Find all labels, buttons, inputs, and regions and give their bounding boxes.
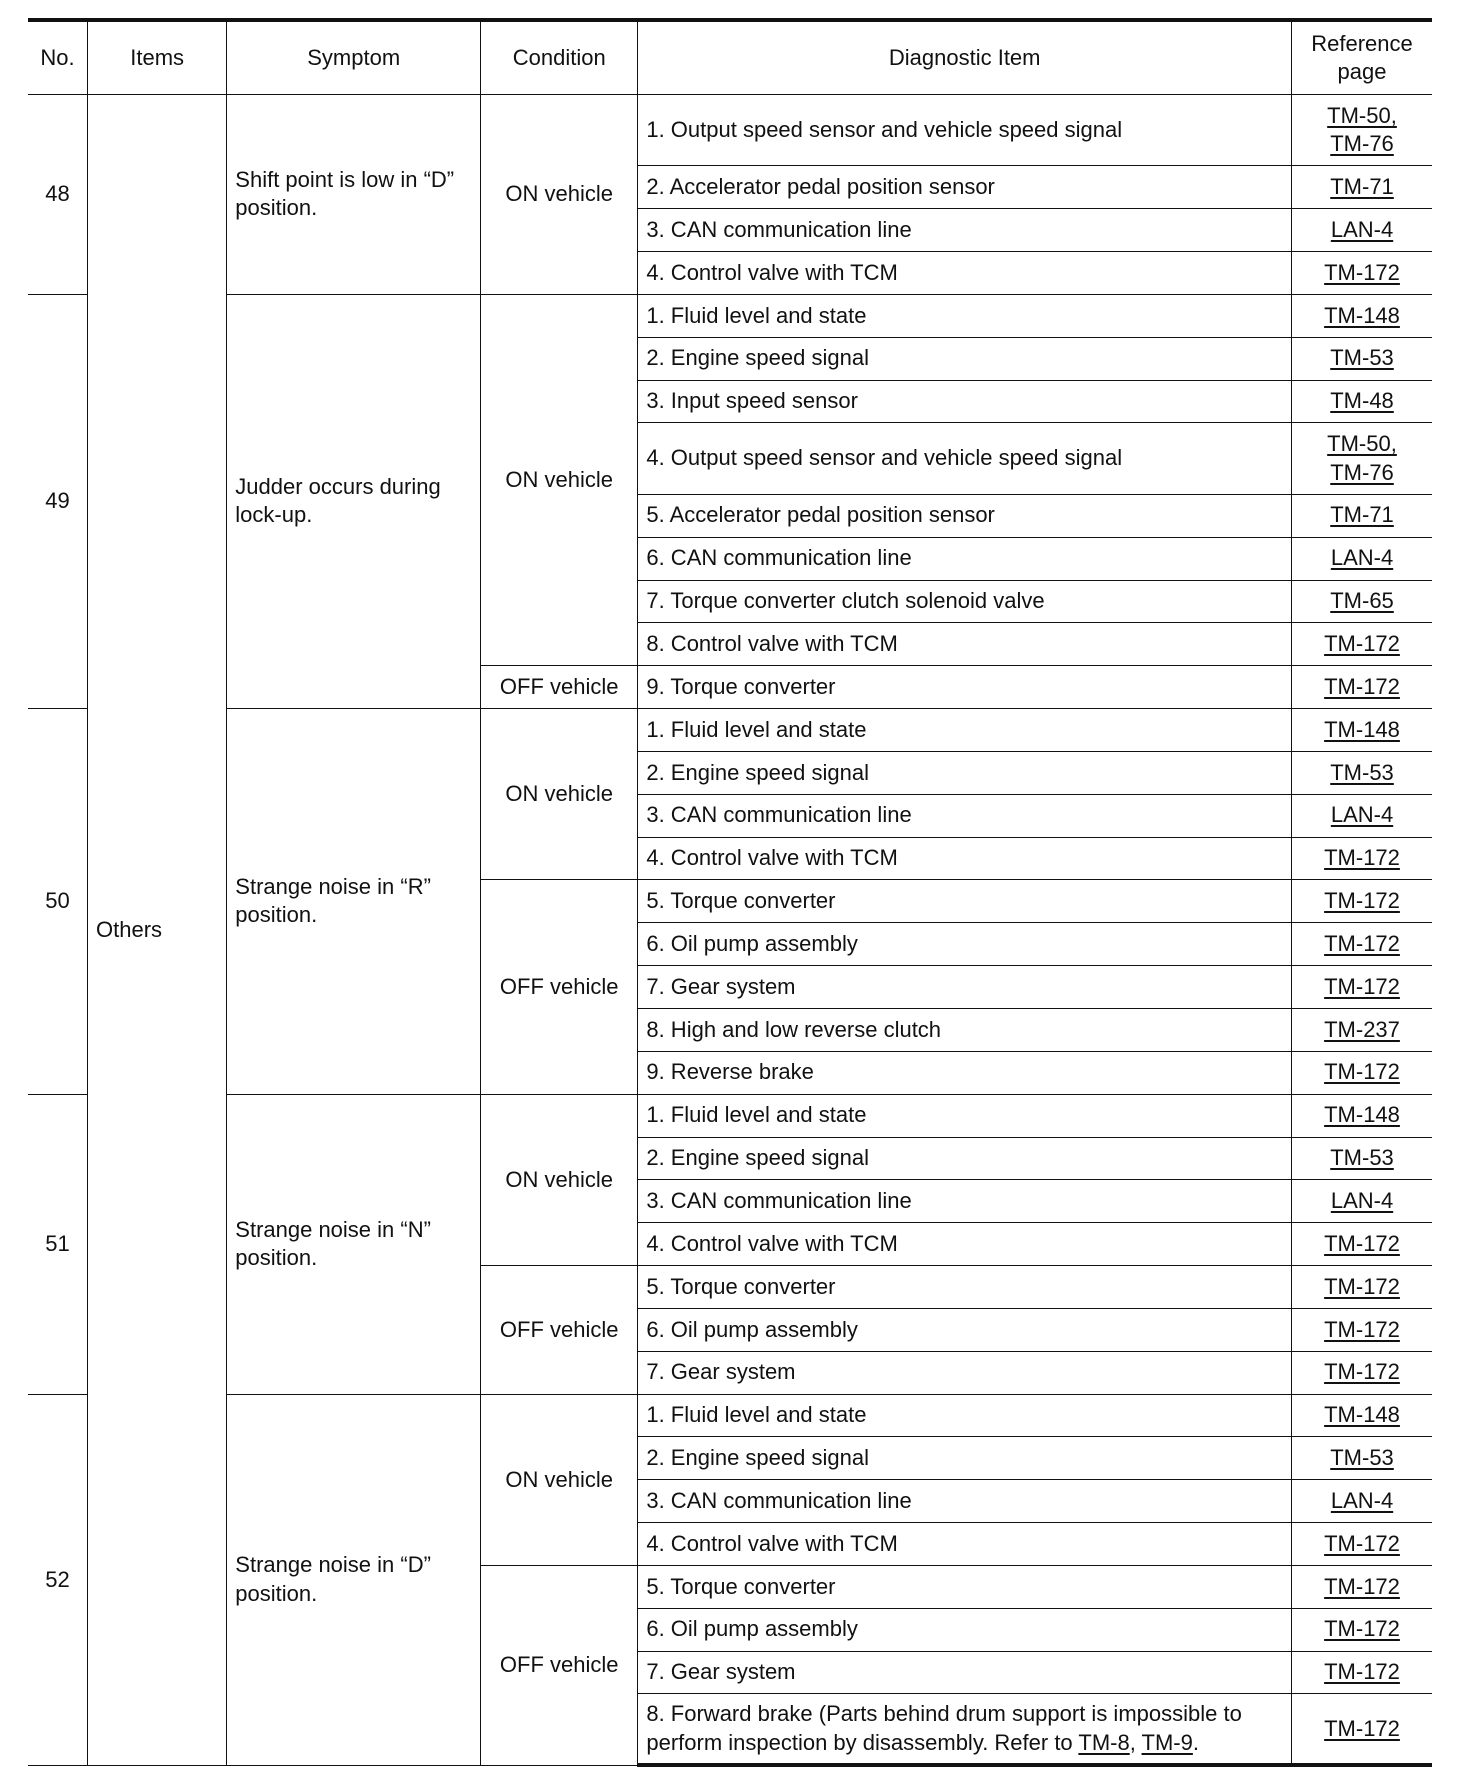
reference-link[interactable]: TM-172 bbox=[1324, 673, 1400, 699]
diagnostic-item-cell bbox=[638, 1094, 1292, 1137]
reference-link[interactable]: TM-172 bbox=[1324, 1616, 1400, 1642]
reference-link[interactable]: TM-50, bbox=[1327, 102, 1397, 128]
condition-label: OFF vehicle bbox=[499, 1652, 619, 1678]
reference-page-cell bbox=[1292, 1394, 1432, 1437]
diagnostic-item-text: 4. Output speed sensor and vehicle speed signal bbox=[646, 445, 1123, 471]
diagnostic-item-cell bbox=[638, 580, 1292, 623]
diagnostic-item-suffix: . bbox=[1192, 1729, 1199, 1755]
reference-link[interactable]: LAN-4 bbox=[1330, 1187, 1394, 1213]
diagnostic-item-cell bbox=[638, 166, 1292, 209]
header-items: Items bbox=[88, 20, 227, 95]
reference-link[interactable]: TM-172 bbox=[1324, 1573, 1400, 1599]
header-row bbox=[28, 20, 1432, 95]
symptom-text: Shift point is low in “D” position. bbox=[235, 166, 455, 221]
diagnostic-item-cell bbox=[638, 880, 1292, 923]
diagnostic-item-text: 5. Torque converter bbox=[646, 1573, 836, 1599]
header-no: No. bbox=[28, 20, 88, 95]
diagnostic-item-text: 3. CAN communication line bbox=[646, 802, 912, 828]
condition-cell bbox=[481, 95, 638, 295]
diagnostic-item-cell bbox=[638, 423, 1292, 494]
row-number-value: 52 bbox=[45, 1566, 70, 1592]
condition-cell bbox=[481, 666, 638, 709]
diagnostic-item-cell bbox=[638, 1180, 1292, 1223]
reference-link[interactable]: TM-148 bbox=[1324, 1102, 1400, 1128]
reference-page-cell bbox=[1292, 1480, 1432, 1523]
reference-page-cell bbox=[1292, 423, 1432, 494]
reference-page-cell bbox=[1292, 1008, 1432, 1051]
diagnostic-item-cell bbox=[638, 751, 1292, 794]
header-symptom: Symptom bbox=[227, 20, 481, 95]
symptom-text: Judder occurs during lock-up. bbox=[235, 473, 441, 528]
diagnostic-item-text: 9. Torque converter bbox=[646, 673, 836, 699]
reference-page-cell bbox=[1292, 1437, 1432, 1480]
diagnostic-item-cell bbox=[638, 966, 1292, 1009]
reference-page-cell bbox=[1292, 1351, 1432, 1394]
reference-link[interactable]: TM-53 bbox=[1330, 759, 1394, 785]
diagnostic-item-text: 7. Gear system bbox=[646, 1659, 796, 1685]
header-reference-page bbox=[1292, 20, 1432, 95]
condition-label: ON vehicle bbox=[505, 467, 614, 493]
reference-link[interactable]: TM-172 bbox=[1324, 1530, 1400, 1556]
diagnostic-item-cell bbox=[638, 294, 1292, 337]
condition-label: OFF vehicle bbox=[499, 674, 619, 700]
diagnostic-item-text: 2. Engine speed signal bbox=[646, 759, 869, 785]
reference-link[interactable]: TM-172 bbox=[1324, 973, 1400, 999]
reference-link[interactable]: TM-48 bbox=[1330, 388, 1394, 414]
reference-page-cell bbox=[1292, 252, 1432, 295]
reference-page-cell bbox=[1292, 580, 1432, 623]
diagnostic-item-cell bbox=[638, 1351, 1292, 1394]
diagnostic-item-text: 6. Oil pump assembly bbox=[646, 1616, 858, 1642]
condition-cell bbox=[481, 880, 638, 1094]
items-label: Others bbox=[96, 916, 163, 942]
diagnostic-item-cell bbox=[638, 923, 1292, 966]
table-row bbox=[28, 709, 1432, 752]
diagnostic-item-text: 9. Reverse brake bbox=[646, 1059, 814, 1085]
reference-page-cell bbox=[1292, 537, 1432, 580]
reference-link[interactable]: TM-53 bbox=[1330, 345, 1394, 371]
diagnostic-item-cell bbox=[638, 1694, 1292, 1765]
reference-link[interactable]: TM-172 bbox=[1324, 1273, 1400, 1299]
reference-page-cell bbox=[1292, 666, 1432, 709]
symptom-cell bbox=[227, 709, 481, 1095]
row-number bbox=[28, 294, 88, 708]
reference-link[interactable]: TM-172 bbox=[1324, 1230, 1400, 1256]
diagnostic-item-text: 2. Engine speed signal bbox=[646, 345, 869, 371]
condition-label: ON vehicle bbox=[505, 1466, 614, 1492]
header-reference-line1: Reference bbox=[1311, 30, 1413, 56]
header-diagnostic-item: Diagnostic Item bbox=[638, 20, 1292, 95]
diagnostic-item-cell bbox=[638, 1308, 1292, 1351]
reference-page-cell bbox=[1292, 1308, 1432, 1351]
reference-link[interactable]: TM-172 bbox=[1324, 888, 1400, 914]
reference-link[interactable]: TM-76 bbox=[1330, 131, 1394, 157]
condition-cell bbox=[481, 1094, 638, 1265]
diagnostic-item-text: 8. Forward brake (Parts behind drum support is impossible to perform inspection by disassembly. Refer to bbox=[646, 1701, 1242, 1755]
condition-cell bbox=[481, 1394, 638, 1565]
reference-link[interactable]: TM-8 bbox=[1078, 1729, 1130, 1755]
reference-link[interactable]: TM-172 bbox=[1324, 1359, 1400, 1385]
diagnostic-item-text: 1. Fluid level and state bbox=[646, 1102, 867, 1128]
diagnostic-item-cell bbox=[638, 1137, 1292, 1180]
reference-link[interactable]: TM-53 bbox=[1330, 1145, 1394, 1171]
reference-page-cell bbox=[1292, 1051, 1432, 1094]
diagnostic-item-text: 6. Oil pump assembly bbox=[646, 1316, 858, 1342]
reference-link[interactable]: LAN-4 bbox=[1330, 545, 1394, 571]
reference-page-cell bbox=[1292, 1565, 1432, 1608]
symptom-text: Strange noise in “R” position. bbox=[235, 873, 431, 928]
diagnostic-item-text: 4. Control valve with TCM bbox=[646, 1530, 898, 1556]
row-number bbox=[28, 95, 88, 295]
table-row bbox=[28, 294, 1432, 337]
diagnostic-item-cell bbox=[638, 1008, 1292, 1051]
reference-link[interactable]: TM-65 bbox=[1330, 588, 1394, 614]
header-reference-line2: page bbox=[1337, 59, 1387, 84]
diagnosis-table bbox=[28, 18, 1432, 1767]
diagnostic-item-cell bbox=[638, 837, 1292, 880]
row-number-value: 48 bbox=[45, 181, 70, 207]
diagnostic-item-text: 3. CAN communication line bbox=[646, 1187, 912, 1213]
reference-link[interactable]: TM-172 bbox=[1324, 631, 1400, 656]
symptom-cell bbox=[227, 1094, 481, 1394]
reference-page-cell bbox=[1292, 1180, 1432, 1223]
reference-link[interactable]: TM-71 bbox=[1330, 174, 1394, 200]
diagnostic-item-cell bbox=[638, 1394, 1292, 1437]
diagnostic-item-cell bbox=[638, 709, 1292, 752]
condition-label: ON vehicle bbox=[505, 1166, 614, 1192]
reference-page-cell bbox=[1292, 880, 1432, 923]
reference-page-cell bbox=[1292, 337, 1432, 380]
condition-cell bbox=[481, 1266, 638, 1395]
diagnostic-item-text: 1. Fluid level and state bbox=[646, 1402, 867, 1428]
diagnostic-item-cell bbox=[638, 1608, 1292, 1651]
diagnostic-item-text: 2. Accelerator pedal position sensor bbox=[646, 174, 995, 200]
condition-cell bbox=[481, 709, 638, 880]
reference-page-cell bbox=[1292, 1651, 1432, 1694]
diagnostic-item-text: 5. Accelerator pedal position sensor bbox=[646, 502, 995, 528]
items-cell bbox=[88, 95, 227, 1766]
diagnostic-item-text: 7. Gear system bbox=[646, 973, 796, 999]
reference-link[interactable]: TM-148 bbox=[1324, 716, 1400, 742]
row-number-value: 50 bbox=[45, 888, 70, 914]
diagnostic-item-cell bbox=[638, 1523, 1292, 1566]
symptom-text: Strange noise in “D” position. bbox=[235, 1552, 431, 1606]
table-row bbox=[28, 1094, 1432, 1137]
reference-page-cell bbox=[1292, 380, 1432, 423]
reference-page-cell bbox=[1292, 1523, 1432, 1566]
row-number bbox=[28, 709, 88, 1095]
reference-page-cell bbox=[1292, 209, 1432, 252]
reference-link[interactable]: TM-172 bbox=[1324, 930, 1400, 956]
row-number bbox=[28, 1394, 88, 1765]
reference-link[interactable]: TM-172 bbox=[1324, 1659, 1400, 1685]
diagnostic-item-cell bbox=[638, 494, 1292, 537]
row-number-value: 49 bbox=[45, 488, 70, 514]
reference-link[interactable]: LAN-4 bbox=[1330, 216, 1394, 242]
reference-page-cell bbox=[1292, 294, 1432, 337]
reference-link[interactable]: TM-237 bbox=[1324, 1016, 1400, 1042]
diagnostic-item-text: 2. Engine speed signal bbox=[646, 1145, 869, 1171]
reference-link[interactable]: TM-172 bbox=[1324, 1316, 1400, 1342]
row-number bbox=[28, 1094, 88, 1394]
reference-page-cell bbox=[1292, 166, 1432, 209]
reference-page-cell bbox=[1292, 623, 1432, 666]
diagnostic-item-text: 1. Fluid level and state bbox=[646, 302, 867, 328]
reference-link[interactable]: LAN-4 bbox=[1330, 1487, 1394, 1513]
diagnostic-item-text: 8. Control valve with TCM bbox=[646, 631, 898, 656]
diagnostic-item-cell bbox=[638, 95, 1292, 166]
header-condition: Condition bbox=[481, 20, 638, 95]
diagnostic-item-text: 6. CAN communication line bbox=[646, 545, 912, 571]
diagnostic-item-cell bbox=[638, 1266, 1292, 1309]
condition-cell bbox=[481, 1565, 638, 1765]
table-row bbox=[28, 1394, 1432, 1437]
diagnostic-item-text: 4. Control valve with TCM bbox=[646, 845, 898, 871]
diagnostic-item-text: 5. Torque converter bbox=[646, 888, 836, 914]
diagnostic-item-text: 5. Torque converter bbox=[646, 1273, 836, 1299]
reference-page-cell bbox=[1292, 751, 1432, 794]
diagnostic-item-cell bbox=[638, 537, 1292, 580]
diagnostic-item-cell bbox=[638, 1651, 1292, 1694]
symptom-cell bbox=[227, 294, 481, 708]
diagnostic-item-cell bbox=[638, 1480, 1292, 1523]
symptom-cell bbox=[227, 95, 481, 295]
diagnostic-item-cell bbox=[638, 623, 1292, 666]
condition-label: OFF vehicle bbox=[499, 1316, 619, 1342]
condition-label: ON vehicle bbox=[505, 781, 614, 807]
reference-page-cell bbox=[1292, 95, 1432, 166]
diagnostic-item-text: 7. Gear system bbox=[646, 1359, 796, 1385]
reference-page-cell bbox=[1292, 966, 1432, 1009]
table-body bbox=[28, 95, 1432, 1766]
reference-page-cell bbox=[1292, 1266, 1432, 1309]
reference-link[interactable]: TM-53 bbox=[1330, 1445, 1394, 1471]
reference-link[interactable]: TM-148 bbox=[1324, 302, 1400, 328]
reference-page-cell bbox=[1292, 1608, 1432, 1651]
reference-link[interactable]: TM-148 bbox=[1324, 1402, 1400, 1428]
diagnostic-item-cell bbox=[638, 252, 1292, 295]
reference-page-cell bbox=[1292, 1137, 1432, 1180]
diagnostic-item-cell bbox=[638, 1223, 1292, 1266]
reference-link[interactable]: TM-172 bbox=[1324, 845, 1400, 871]
diagnostic-item-text: 4. Control valve with TCM bbox=[646, 1230, 898, 1256]
reference-page-cell bbox=[1292, 794, 1432, 837]
symptom-text: Strange noise in “N” position. bbox=[235, 1216, 431, 1271]
diagnostic-item-cell bbox=[638, 337, 1292, 380]
row-number-value: 51 bbox=[45, 1231, 70, 1257]
diagnostic-item-text: 8. High and low reverse clutch bbox=[646, 1016, 942, 1042]
diagnostic-item-text: 3. CAN communication line bbox=[646, 1487, 912, 1513]
diagnostic-item-text: 2. Engine speed signal bbox=[646, 1445, 869, 1471]
symptom-cell bbox=[227, 1394, 481, 1765]
reference-link[interactable]: TM-172 bbox=[1324, 1715, 1400, 1741]
reference-page-cell bbox=[1292, 923, 1432, 966]
reference-page-cell bbox=[1292, 1094, 1432, 1137]
condition-label: ON vehicle bbox=[505, 181, 614, 207]
diagnostic-item-text: 1. Fluid level and state bbox=[646, 716, 867, 742]
reference-link[interactable]: TM-172 bbox=[1324, 259, 1400, 285]
diagnostic-item-text: 4. Control valve with TCM bbox=[646, 259, 898, 285]
reference-link[interactable]: LAN-4 bbox=[1330, 802, 1394, 828]
reference-page-cell bbox=[1292, 709, 1432, 752]
condition-label: OFF vehicle bbox=[499, 974, 619, 1000]
reference-page-cell bbox=[1292, 1223, 1432, 1266]
condition-cell bbox=[481, 294, 638, 665]
diagnostic-item-text: 1. Output speed sensor and vehicle speed signal bbox=[646, 116, 1123, 142]
reference-link[interactable]: TM-50, bbox=[1327, 431, 1397, 457]
link-separator: , bbox=[1129, 1729, 1142, 1755]
diagnostic-item-cell bbox=[638, 209, 1292, 252]
reference-link[interactable]: TM-172 bbox=[1324, 1059, 1400, 1085]
diagnostic-item-text: 3. Input speed sensor bbox=[646, 388, 858, 414]
reference-page-cell bbox=[1292, 837, 1432, 880]
diagnostic-item-cell bbox=[638, 794, 1292, 837]
diagnostic-item-text: 7. Torque converter clutch solenoid valve bbox=[646, 588, 1045, 614]
reference-link[interactable]: TM-71 bbox=[1330, 502, 1394, 528]
diagnostic-item-text: 3. CAN communication line bbox=[646, 216, 912, 242]
diagnostic-item-cell bbox=[638, 1437, 1292, 1480]
table-row bbox=[28, 95, 1432, 166]
diagnostic-item-cell bbox=[638, 380, 1292, 423]
reference-page-cell bbox=[1292, 494, 1432, 537]
reference-link[interactable]: TM-9 bbox=[1141, 1729, 1193, 1755]
diagnostic-item-text: 6. Oil pump assembly bbox=[646, 930, 858, 956]
reference-link[interactable]: TM-76 bbox=[1330, 459, 1394, 485]
diagnostic-item-cell bbox=[638, 1565, 1292, 1608]
reference-page-cell bbox=[1292, 1694, 1432, 1765]
diagnostic-item-cell bbox=[638, 1051, 1292, 1094]
diagnostic-item-cell bbox=[638, 666, 1292, 709]
